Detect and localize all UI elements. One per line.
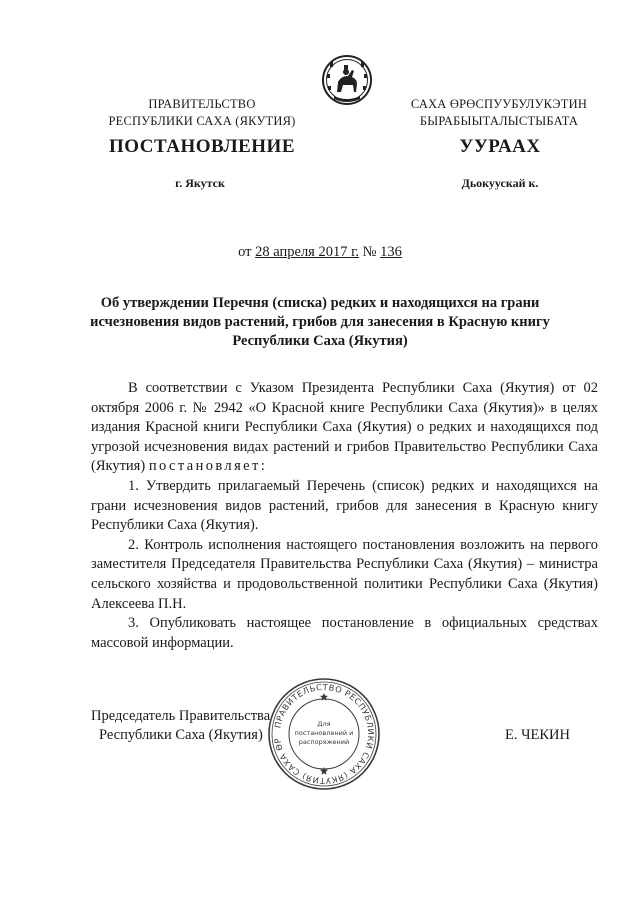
- title-line3: Республики Саха (Якутия): [232, 333, 408, 349]
- signature-position-line1: Председатель Правительства: [91, 708, 271, 724]
- item-2: 2. Контроль исполнения настоящего постановления возложить на первого заместителя Председателя Правительства Республики Саха (Якутия) – министра сельского хозяйства и продовольственной политики Республики Саха (Якутия) Алексеева П.Н.: [91, 536, 598, 612]
- date-prefix: от: [238, 244, 256, 260]
- stamp-center-line2: постановлений и: [294, 729, 354, 737]
- item-3: 3. Опубликовать настоящее постановление в официальных средствах массовой информации.: [91, 615, 598, 651]
- doc-type-right: УУРААХ: [459, 136, 541, 157]
- document-title: [70, 294, 570, 351]
- preamble-paragraph: [91, 379, 598, 477]
- header-right: [384, 96, 614, 130]
- doc-type-left: ПОСТАНОВЛЕНИЕ: [108, 136, 296, 157]
- header-left-line1: ПРАВИТЕЛЬСТВО: [148, 97, 256, 111]
- stamp-center-line1: Для: [317, 720, 331, 728]
- document-body: [91, 379, 598, 653]
- header-right-line1: САХА ӨРӨСПУУБУЛУКЭТИН: [410, 97, 588, 111]
- signature-position-line2: Республики Саха (Якутия): [99, 727, 263, 743]
- document-date: 28 апреля 2017 г.: [255, 244, 360, 260]
- coat-of-arms-emblem: [321, 52, 373, 114]
- preamble-text: В соответствии с Указом Президента Республики Саха (Якутия) от 02 октября 2006 г. № 2942 «О Красной книге Республики Саха (Якутия)» в целях издания Красной книги Республики Саха (Якутия) о редких и находящихся под угрозой исчезновения видах растений и грибов Правительство Республики Саха (Якутия): [91, 380, 598, 475]
- decree-word: постановляет:: [148, 458, 268, 475]
- header-left-line2: РЕСПУБЛИКИ САХА (ЯКУТИЯ): [108, 114, 296, 128]
- title-line2: исчезновения видов растений, грибов для занесения в Красную книгу: [90, 314, 550, 330]
- signature-name: Е. ЧЕКИН: [505, 727, 571, 743]
- item-1: 1. Утвердить прилагаемый Перечень (список) редких и находящихся на грани исчезновения видов растений, грибов для занесения в Красную книгу Республики Саха (Якутия).: [91, 477, 598, 534]
- header-left: [96, 96, 308, 130]
- number-sign: №: [359, 244, 381, 260]
- document-number: 136: [380, 244, 402, 260]
- stamp-center-line3: распоряжений: [298, 738, 350, 746]
- header-right-line2: БЫРАБЫЫТАЛЫСТЫБАТА: [419, 114, 579, 128]
- stamp-ring-textpath: ПРАВИТЕЛЬСТВО РЕСПУБЛИКИ САХА (ЯКУТИЯ) САХА ӨР: [272, 681, 377, 787]
- date-line: [100, 244, 540, 261]
- city-right: Дьокуускай к.: [461, 176, 539, 190]
- official-stamp: [266, 676, 382, 792]
- title-line1: Об утверждении Перечня (списка) редких и находящихся на грани: [100, 295, 540, 311]
- city-left: г. Якутск: [175, 176, 225, 190]
